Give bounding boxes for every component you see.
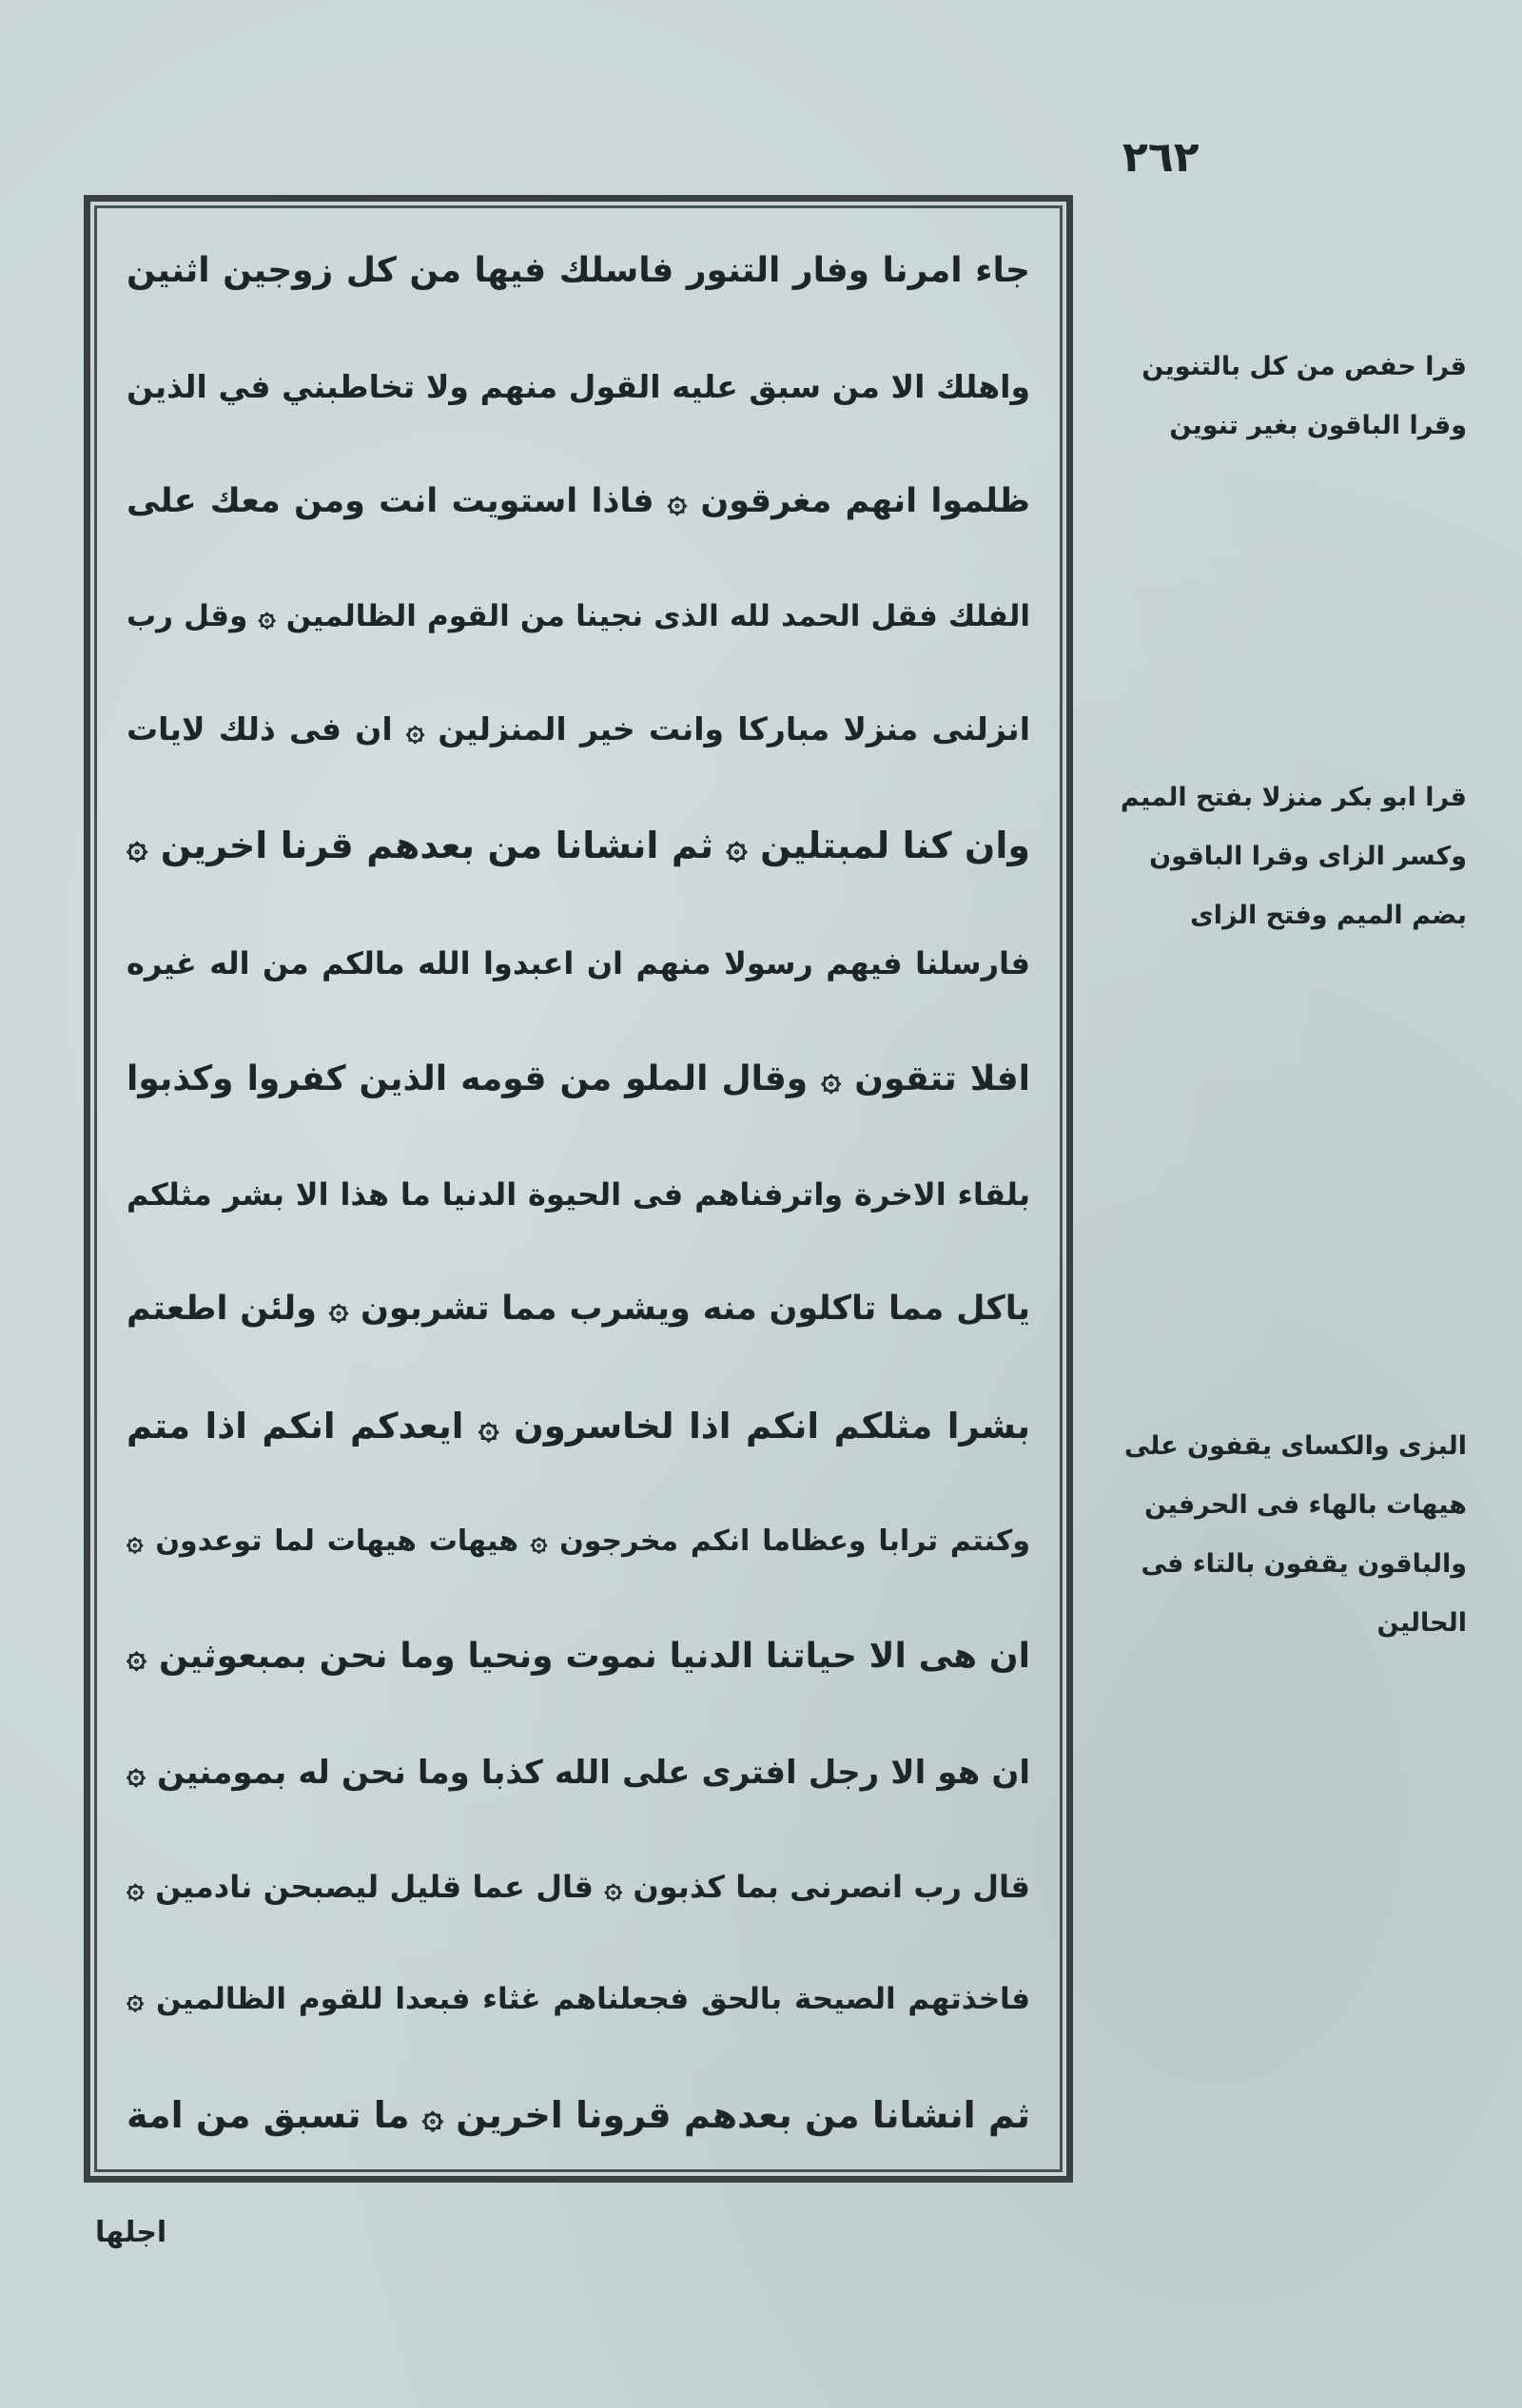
text-line: ان هى الا حياتنا الدنيا نموت ونحيا وما نحن بمبعوثين ۞: [127, 1636, 1030, 1676]
margin-note-line: قرا حفص من كل بالتنوين: [1142, 352, 1467, 381]
margin-note-bazzi: [1096, 1417, 1467, 1653]
margin-note-line: هيهات بالهاء فى الحرفين: [1144, 1490, 1467, 1520]
text-line: ان هو الا رجل افترى على الله كذبا وما نحن له بمومنين ۞: [127, 1753, 1030, 1792]
margin-note-line: وقرا الباقون بغير تنوين: [1169, 411, 1467, 440]
text-line: واهلك الا من سبق عليه القول منهم ولا تخاطبني في الذين: [127, 367, 1030, 405]
margin-note-hafs: [1096, 338, 1467, 456]
text-line: جاء امرنا وفار التنور فاسلك فيها من كل زوجين اثنين: [127, 251, 1030, 290]
margin-note-line: قرا ابو بكر منزلا بفتح الميم: [1120, 783, 1467, 812]
text-line: الفلك فقل الحمد لله الذى نجينا من القوم الظالمين ۞ وقل رب: [127, 598, 1030, 633]
margin-note-line: وكسر الزاى وقرا الباقون: [1149, 842, 1467, 871]
text-line: ثم انشانا من بعدهم قرونا اخرين ۞ ما تسبق من امة: [127, 2093, 1030, 2136]
margin-note-line: والباقون يقفون بالتاء فى: [1141, 1549, 1467, 1579]
margin-note-line: البزى والكساى يقفون على: [1123, 1431, 1467, 1461]
text-line: انزلنى منزلا مباركا وانت خير المنزلين ۞ ان فى ذلك لايات: [127, 710, 1030, 748]
text-line: فاخذتهم الصيحة بالحق فجعلناهم غثاء فبعدا للقوم الظالمين ۞: [127, 1981, 1030, 2016]
page-number: ٢٦٢: [1122, 133, 1200, 182]
text-line: وان كنا لمبتلين ۞ ثم انشانا من بعدهم قرنا اخرين ۞: [127, 825, 1030, 867]
catchword: اجلها: [95, 2216, 167, 2249]
text-line: ظلموا انهم مغرقون ۞ فاذا استويت انت ومن معك على: [127, 482, 1030, 521]
text-line: قال رب انصرنى بما كذبون ۞ قال عما قليل ليصبحن نادمين ۞: [127, 1868, 1030, 1905]
text-line: بلقاء الاخرة واترفناهم فى الحيوة الدنيا ما هذا الا بشر مثلكم: [127, 1175, 1030, 1213]
text-line: ياكل مما تاكلون منه ويشرب مما تشربون ۞ ولئن اطعتم: [127, 1289, 1030, 1328]
margin-note-line: بضم الميم وفتح الزاى: [1190, 901, 1467, 930]
text-line: افلا تتقون ۞ وقال الملو من قومه الذين كفروا وكذبوا: [127, 1058, 1030, 1098]
margin-note-line: الحالين: [1376, 1608, 1467, 1638]
text-line: بشرا مثلكم انكم اذا لخاسرون ۞ ايعدكم انكم اذا متم: [127, 1406, 1030, 1447]
text-line: وكنتم ترابا وعظاما انكم مخرجون ۞ هيهات هيهات لما توعدون ۞: [127, 1524, 1030, 1559]
margin-note-abu-bakr: [1096, 768, 1467, 945]
main-text-frame: [84, 195, 1073, 2183]
text-line: فارسلنا فيهم رسولا منهم ان اعبدوا الله مالكم من اله غيره: [127, 944, 1030, 981]
main-text-block: [127, 249, 1030, 2138]
